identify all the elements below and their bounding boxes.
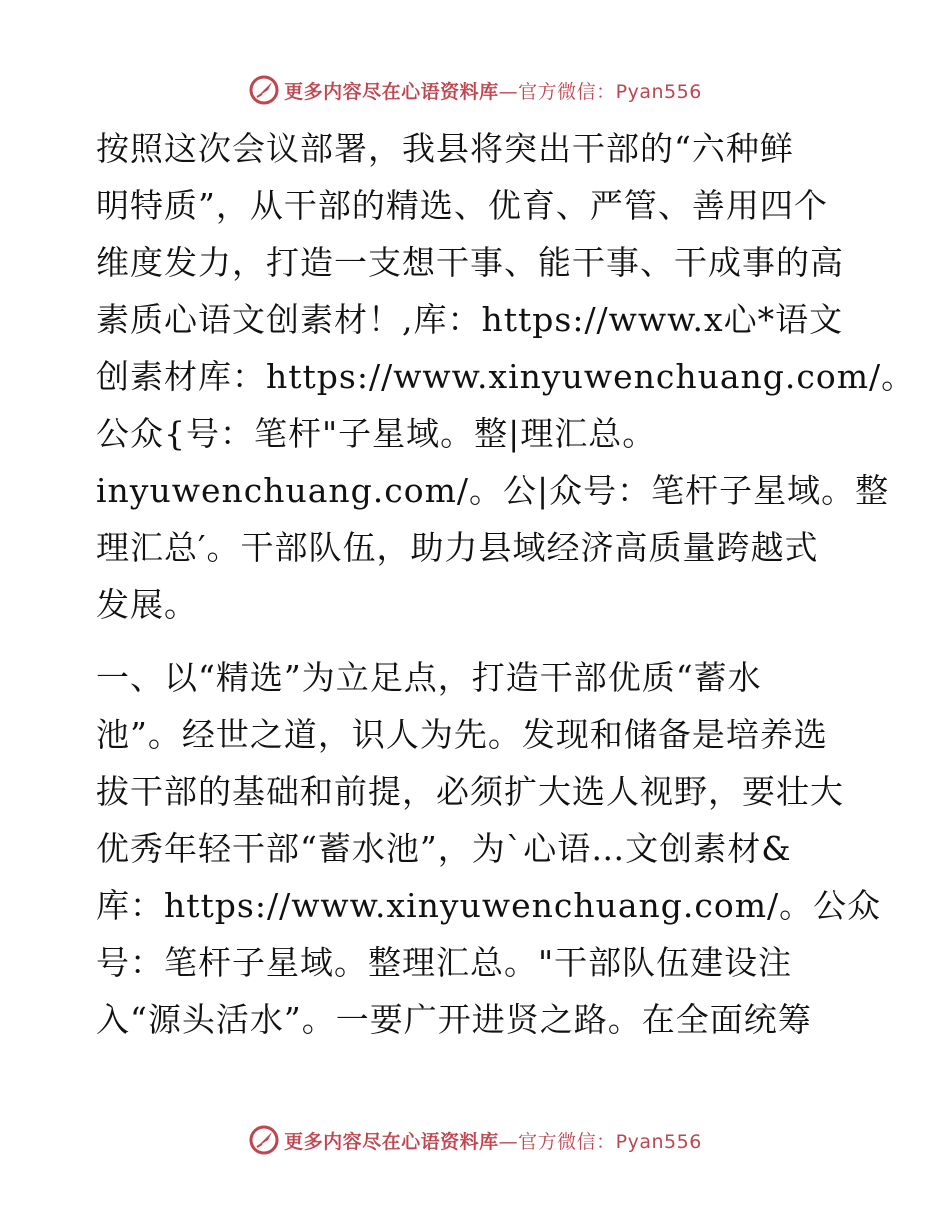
- text-line: 创素材库：https://www.xinyuwenchuang.com/。: [96, 357, 916, 396]
- text-line: 发展。: [96, 585, 198, 624]
- text-line: 一、以“精选”为立足点，打造干部优质“蓄水: [96, 658, 762, 697]
- footer-banner-sub: —官方微信：Pyan556: [498, 1130, 702, 1153]
- paragraph-1: [96, 120, 916, 633]
- text-line: 池”。经世之道，识人为先。发现和储备是培养选: [96, 715, 828, 754]
- footer-brand: [248, 1124, 702, 1156]
- text-line: 优秀年轻干部“蓄水池”，为`心语…文创素材&: [96, 829, 792, 868]
- text-line: 按照这次会议部署，我县将突出干部的“六种鲜: [96, 129, 794, 168]
- header-brand: [248, 74, 702, 106]
- header-banner-text: [284, 77, 702, 104]
- quill-logo-icon: [248, 74, 280, 106]
- header-banner-sub: —官方微信：Pyan556: [498, 80, 702, 103]
- footer-banner-text: [284, 1127, 702, 1154]
- text-line: 理汇总′。干部队伍，助力县域经济高质量跨越式: [96, 528, 819, 567]
- document-body: [96, 120, 916, 1048]
- text-line: 拔干部的基础和前提，必须扩大选人视野，要壮大: [96, 772, 844, 811]
- text-line: 号：笔杆子星域。整理汇总。"干部队伍建设注: [96, 943, 793, 982]
- text-line: 库：https://www.xinyuwenchuang.com/。公众: [96, 886, 882, 925]
- page-header-banner: [0, 70, 950, 110]
- page-footer-banner: [0, 1120, 950, 1160]
- text-line: inyuwenchuang.com/。公|众号：笔杆子星域。整: [96, 471, 890, 510]
- paragraph-2: [96, 649, 882, 1048]
- text-line: 公众{号：笔杆"子星域。整|理汇总。: [96, 414, 657, 453]
- quill-logo-icon: [248, 1124, 280, 1156]
- footer-banner-main: 更多内容尽在心语资料库: [284, 1130, 499, 1153]
- header-banner-main: 更多内容尽在心语资料库: [284, 80, 499, 103]
- text-line: 明特质”，从干部的精选、优育、严管、善用四个: [96, 186, 828, 225]
- text-line: 入“源头活水”。一要广开进贤之路。在全面统筹: [96, 1000, 812, 1039]
- text-line: 维度发力，打造一支想干事、能干事、干成事的高: [96, 243, 844, 282]
- text-line: 素质心语文创素材！,库：https://www.x心*语文: [96, 300, 844, 339]
